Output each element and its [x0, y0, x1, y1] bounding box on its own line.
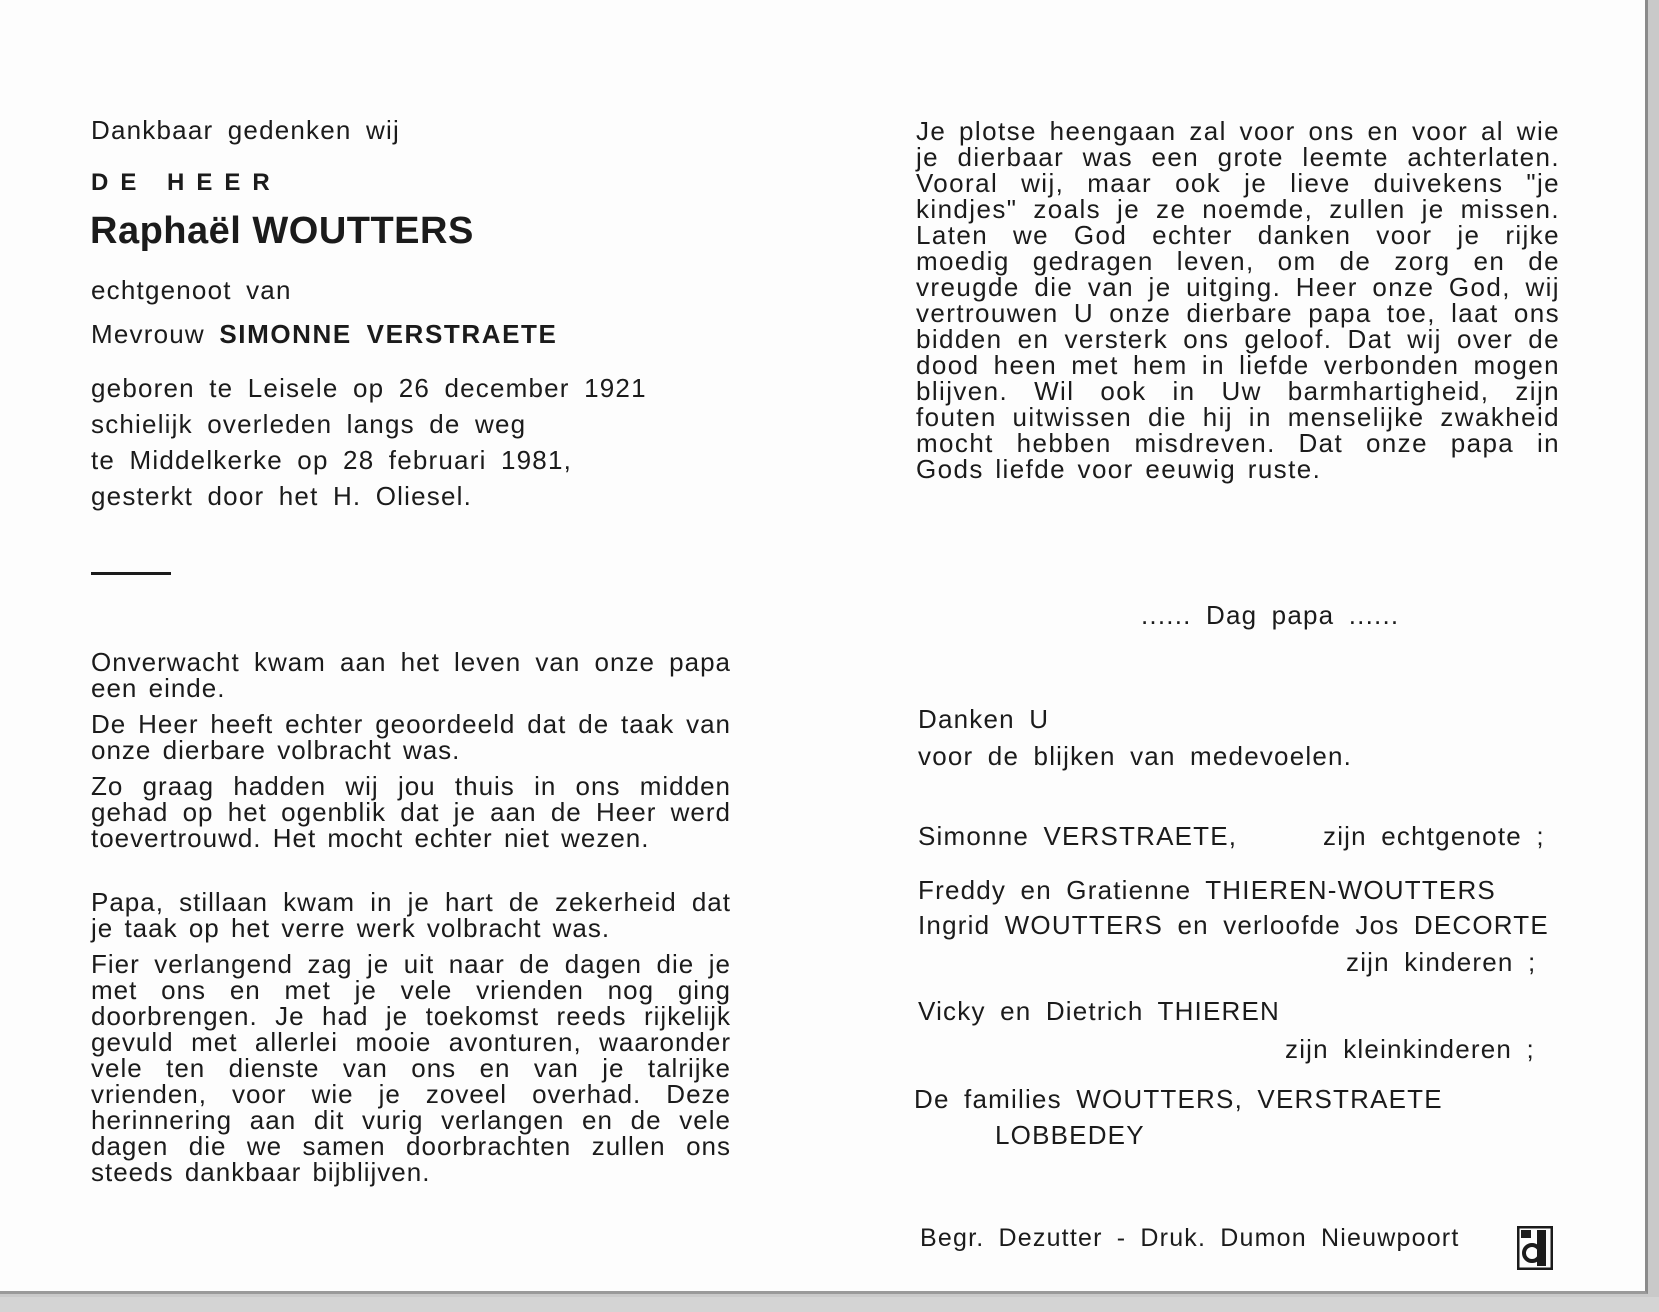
family-children-role: zijn kinderen ;: [1346, 947, 1537, 977]
family-spouse-role: zijn echtgenote ;: [1323, 821, 1545, 851]
scan-edge: [0, 1297, 1659, 1312]
sacrament-line: gesterkt door het H. Oliesel.: [91, 481, 473, 511]
spouse-title: Mevrouw: [91, 319, 205, 349]
paragraph-1: Onverwacht kwam aan het leven van onze papa een einde.: [91, 647, 731, 703]
title-heading: DE HEER: [91, 169, 282, 196]
birth-line: geboren te Leisele op 26 december 1921: [91, 373, 647, 403]
death-line-2: te Middelkerke op 28 februari 1981,: [91, 445, 573, 475]
deceased-name: [90, 210, 474, 253]
thanks-line-1: Danken U: [918, 704, 1050, 734]
family-child-1: Freddy en Gratienne THIEREN-WOUTTERS: [918, 875, 1496, 905]
paragraph-2: De Heer heeft echter geoordeeld dat de taak van onze dierbare volbracht was.: [91, 709, 731, 765]
spouse-line: [91, 319, 557, 350]
death-line-1: schielijk overleden langs de weg: [91, 409, 527, 439]
last-name: WOUTTERS: [252, 210, 474, 252]
family-child-2: Ingrid WOUTTERS en verloofde Jos DECORTE: [918, 910, 1549, 940]
printer-credit: Begr. Dezutter - Druk. Dumon Nieuwpoort: [920, 1224, 1460, 1252]
paragraph-5: Fier verlangend zag je uit naar de dagen die je met ons en met je vele vrienden nog ging doorbrengen. Je had je toekomst reeds rijkelijk gevuld met allerlei mooie avonturen, waaronder vele ten dienste van ons en van je talrijke vrienden, voor wie je zoveel overhad. Deze herinnering aan dit vurig verlangen en de vele dagen die we samen doorbrachten zullen ons steeds dankbaar bijblijven.: [91, 949, 731, 1187]
prayer-text: Je plotse heengaan zal voor ons en voor al wie je dierbaar was een grote leemte achterlaten. Vooral wij, maar ook je lieve duivekens "je kindjes" zoals je ze noemde, zullen je missen. Laten we God echter danken voor je rijke moedig gedragen leven, om de zorg en de vreugde die van je uitging. Heer onze God, wij vertrouwen U onze dierbare papa toe, laat ons bidden en versterk ons geloof. Dat wij over de dood heen met hem in liefde verbonden mogen blijven. Wil ook in Uw barmhartigheid, zijn fouten uitwissen die hij in menselijke zwakheid mocht hebben misdreven. Dat onze papa in Gods liefde voor eeuwig ruste.: [916, 116, 1560, 484]
printer-logo-icon: [1517, 1226, 1553, 1270]
separator-rule: [91, 572, 171, 575]
family-grandchildren: Vicky en Dietrich THIEREN: [918, 996, 1281, 1026]
first-name: Raphaël: [90, 210, 242, 252]
paragraph-3: Zo graag hadden wij jou thuis in ons midden gehad op het ogenblik dat je aan de Heer werd toevertrouwd. Het mocht echter niet wezen.: [91, 771, 731, 853]
paragraph-4: Papa, stillaan kwam in je hart de zekerheid dat je taak op het verre werk volbracht was.: [91, 887, 731, 943]
farewell-line: ...... Dag papa ......: [1141, 600, 1400, 630]
spouse-name: SIMONNE VERSTRAETE: [219, 319, 558, 349]
spouse-label: echtgenoot van: [91, 275, 292, 305]
intro-text: Dankbaar gedenken wij: [91, 115, 400, 145]
families-line-1: De families WOUTTERS, VERSTRAETE: [914, 1084, 1443, 1114]
family-spouse: Simonne VERSTRAETE,: [918, 821, 1238, 851]
family-grandchildren-role: zijn kleinkinderen ;: [1285, 1034, 1535, 1064]
families-line-2: LOBBEDEY: [995, 1120, 1145, 1150]
thanks-line-2: voor de blijken van medevoelen.: [918, 741, 1353, 771]
